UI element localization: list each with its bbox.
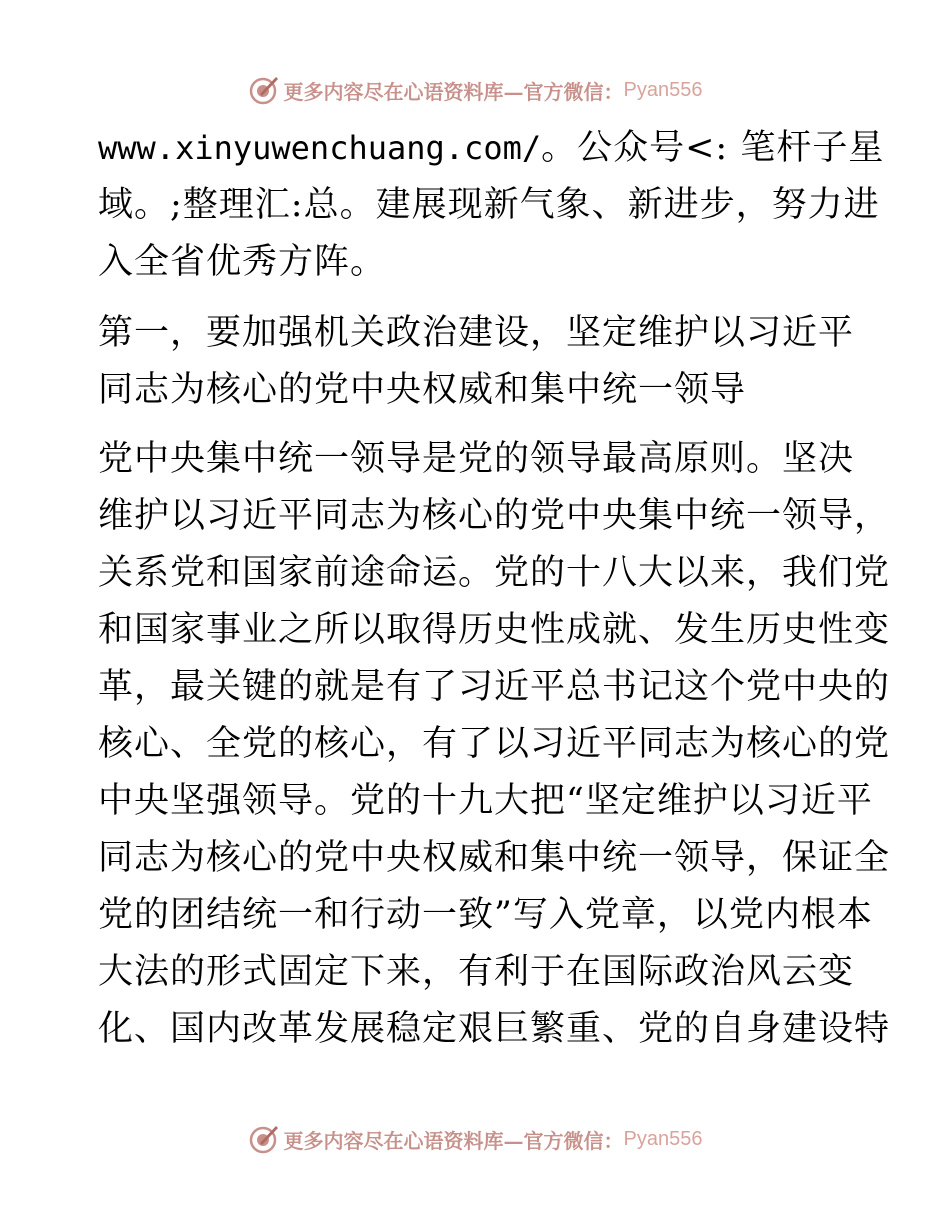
text-line: 大法的形式固定下来，有利于在国际政治风云变 — [98, 952, 855, 992]
text-line: 和国家事业之所以取得历史性成就、发生历史性变 — [98, 610, 891, 650]
brush-logo-icon — [248, 74, 280, 106]
paragraph-gap — [98, 419, 858, 431]
watermark-wechat-id: Pyan556 — [623, 1127, 703, 1150]
text-line: 关系党和国家前途命运。党的十八大以来，我们党 — [98, 553, 891, 593]
text-line: 革，最关键的就是有了习近平总书记这个党中央的 — [98, 667, 891, 707]
website-url: www.xinyuwenchuang.com/ — [98, 129, 542, 167]
text-line: 入全省优秀方阵。 — [98, 242, 387, 282]
watermark-text: 更多内容尽在心语资料库—官方微信： — [283, 79, 624, 104]
text-line: 党中央集中统一领导是党的领导最高原则。坚决 — [98, 439, 855, 479]
text-line: 核心、全党的核心，有了以习近平同志为核心的党 — [98, 724, 891, 764]
paragraph-gap — [98, 291, 858, 305]
text-line: 维护以习近平同志为核心的党中央集中统一领导， — [98, 496, 891, 536]
header-watermark — [0, 70, 950, 110]
text-line: 党的团结统一和行动一致”写入党章，以党内根本 — [98, 895, 873, 935]
text-line: 化、国内改革发展稳定艰巨繁重、党的自身建设特 — [98, 1009, 891, 1049]
text-line: 中央坚强领导。党的十九大把“坚定维护以习近平 — [98, 781, 873, 821]
section-heading-line: 第一，要加强机关政治建设，坚定维护以习近平 — [98, 313, 855, 353]
text-line — [98, 120, 885, 177]
text-line: 同志为核心的党中央权威和集中统一领导，保证全 — [98, 838, 891, 878]
footer-watermark — [0, 1119, 950, 1159]
watermark-text: 更多内容尽在心语资料库—官方微信： — [283, 1128, 624, 1153]
body-text — [98, 120, 891, 1058]
text-line-rest: 。公众号<: 笔杆子星 — [541, 128, 885, 168]
section-heading-line: 同志为核心的党中央权威和集中统一领导 — [98, 370, 747, 410]
text-line: 域。;整理汇:总。建展现新气象、新进步，努力进 — [98, 185, 880, 225]
watermark-wechat-id: Pyan556 — [623, 78, 703, 101]
brush-logo-icon — [248, 1123, 280, 1155]
